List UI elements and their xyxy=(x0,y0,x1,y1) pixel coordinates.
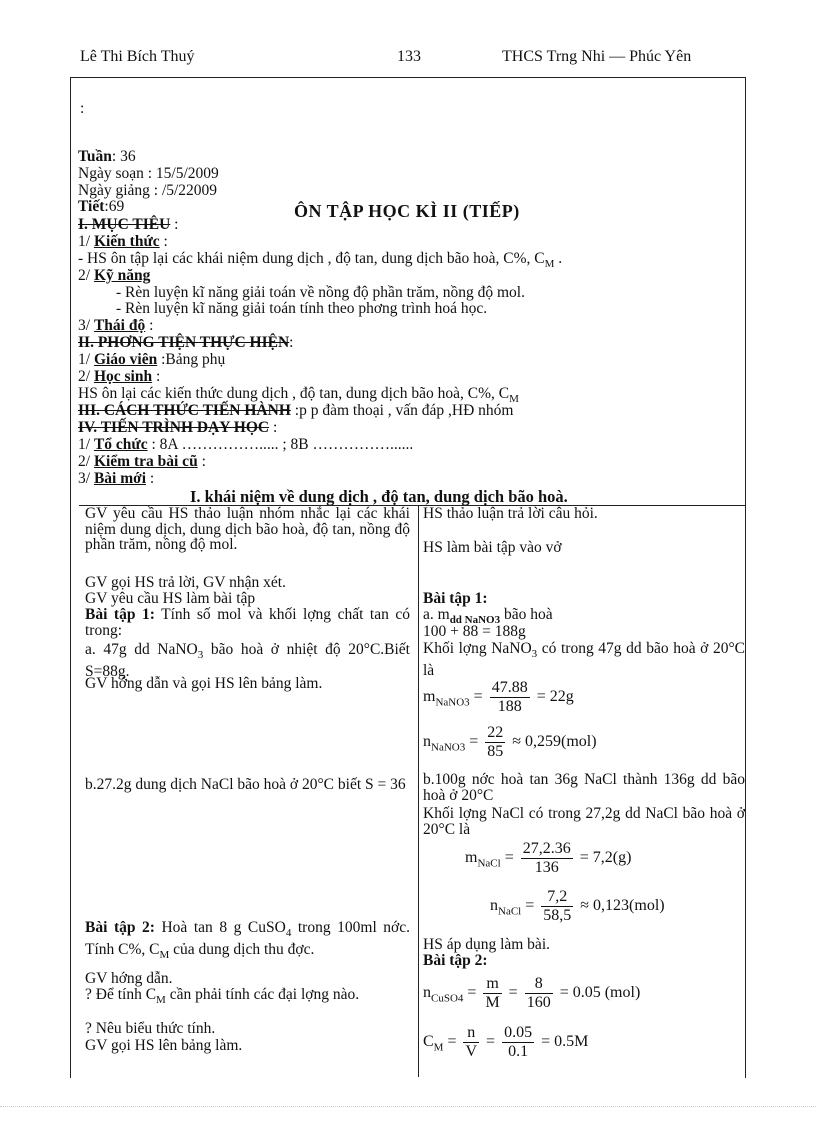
left-bt1-a: a. 47g dd NaNO$_3$ bão hoà ở nhiệt độ 20°C.Biết S=88g. xyxy=(85,641,410,680)
stray-colon: : xyxy=(80,100,85,117)
right-bt2-label: Bài tập 2: xyxy=(423,952,488,969)
hoc-sinh-heading: 2/ Học sinh : xyxy=(78,368,161,385)
left-gv-huong-dan-1: GV hớng dẫn và gọi HS lên bảng làm. xyxy=(85,675,323,692)
fraction: $\frac{n}{V}$ xyxy=(465,1024,478,1060)
right-bt1-label: Bài tập 1: xyxy=(423,590,488,607)
right-r2: HS làm bài tập vào vở xyxy=(423,539,562,556)
to-chuc-line: 1/ Tổ chức : 8A ……………..... ; 8B ……………...... xyxy=(78,436,414,453)
right-sum: 100 + 88 = 188g xyxy=(423,623,526,640)
right-b-text: b.100g nớc hoà tan 36g NaCl thành 136g dd bão hoà ở 20°C xyxy=(423,771,745,804)
tuan-line xyxy=(78,148,136,165)
left-bt2: Bài tập 2: Hoà tan 8 g CuSO$_4$ trong 100ml nớc. Tính C%, $C_M$ của dung dịch thu đợc. xyxy=(85,919,410,961)
fraction: $\frac{0.05}{0.1}$ xyxy=(504,1024,533,1060)
tiet-value: :69 xyxy=(104,198,125,215)
cach-thuc-line: III. CÁCH THỨC TIẾN HÀNH :p p đàm thoại , vấn đáp ,HĐ nhóm xyxy=(78,402,514,419)
giao-vien-line: 1/ Giáo viên :Bảng phụ xyxy=(78,351,226,368)
tien-trinh-heading: IV. TIẾN TRÌNH DẠY HỌC : xyxy=(78,419,278,436)
bai-moi-line: 3/ Bài mới : xyxy=(78,470,155,487)
header-school: THCS Trng Nhi — Phúc Yên xyxy=(502,48,692,65)
left-p2: GV gọi HS trả lời, GV nhận xét. xyxy=(85,574,286,591)
kien-thuc-heading: 1/ Kiến thức : xyxy=(78,233,168,250)
ngay-giang: Ngày giảng : /5/22009 xyxy=(78,182,218,199)
tuan-label: Tuần xyxy=(78,148,112,165)
phuong-tien-heading: II. PHƠNG TIỆN THỰC HIỆN: xyxy=(78,334,294,351)
page-bottom-rule xyxy=(0,1106,816,1107)
fraction: $\frac{8}{160}$ xyxy=(526,975,551,1011)
eq-mass-nacl: $m_{NaCl}$ = $\frac{27,2.36}{136}$ = 7,2(g) xyxy=(465,840,632,876)
right-b-kl: Khối lợng NaCl có trong 27,2g dd NaCl bão hoà ở 20°C là xyxy=(423,805,745,838)
ngay-soan: Ngày soạn : 15/5/2009 xyxy=(78,165,219,182)
header-author: Lê Thi Bích Thuý xyxy=(80,48,195,65)
left-p3: GV yêu cầu HS làm bài tập xyxy=(85,590,256,607)
fraction: $\frac{47.88}{188}$ xyxy=(491,679,528,715)
ky-nang-heading: 2/ Kỹ năng xyxy=(78,267,151,284)
kien-thuc-text: - HS ôn tập lại các khái niệm dung dịch , độ tan, dung dịch bão hoà, C%, $C_M$ . xyxy=(78,250,563,271)
eq-mol-nano3: $n_{NaNO3}$ = $\frac{22}{85}$ ≈ 0,259(mol) xyxy=(423,724,597,760)
ky-nang-item-1: - Rèn luyện kĩ năng giải toán về nồng độ phần trăm, nồng độ mol. xyxy=(116,284,525,301)
eq-mol-nacl: $n_{NaCl}$ = $\frac{7,2}{58,5}$ ≈ 0,123(mol) xyxy=(490,888,665,924)
fraction: $\frac{27,2.36}{136}$ xyxy=(522,840,571,876)
kiem-tra-line: 2/ Kiểm tra bài cũ : xyxy=(78,453,206,470)
tiet-line xyxy=(78,198,124,215)
hoc-sinh-text: HS ôn lại các kiến thức dung dịch , độ tan, dung dịch bão hoà, C%, $C_M$ xyxy=(78,385,519,406)
right-kl: Khối lợng NaNO$_3$ có trong 47g dd bão hoà ở 20°C là xyxy=(423,640,745,679)
left-q1: ? Để tính $C_M$ cần phải tính các đại lợng nào. xyxy=(85,986,360,1007)
left-gv-goi: GV gọi HS lên bảng làm. xyxy=(85,1037,243,1054)
table-divider xyxy=(418,505,419,1077)
page-title: ÔN TẬP HỌC KÌ II (TIẾP) xyxy=(294,201,520,221)
fraction: $\frac{7,2}{58,5}$ xyxy=(543,888,572,924)
left-q2: ? Nêu biểu thức tính. xyxy=(85,1020,216,1037)
muc-tieu-heading: I. MỤC TIÊU : xyxy=(78,216,179,233)
tiet-label: Tiết xyxy=(78,198,105,215)
ky-nang-item-2: - Rèn luyện kĩ năng giải toán tính theo phơng trình hoá học. xyxy=(116,300,488,317)
eq-mass-nano3: $m_{NaNO3}$ = $\frac{47.88}{188}$ = 22g xyxy=(423,679,574,715)
fraction: $\frac{22}{85}$ xyxy=(487,724,504,760)
fraction: $\frac{m}{M}$ xyxy=(485,975,500,1011)
left-p1: GV yêu cầu HS thảo luận nhóm nhắc lại các khái niệm dung dịch, dung dịch bão hoà, độ tan, nồng độ phần trăm, nồng độ mol. xyxy=(85,505,410,553)
tuan-value: : 36 xyxy=(111,148,136,165)
left-bt1-b: b.27.2g dung dịch NaCl bão hoà ở 20°C biết S = 36 xyxy=(85,776,406,793)
right-a-line: a. $m_{dd NaNO3}$ bão hoà xyxy=(423,606,553,627)
left-gv-huong-dan-2: GV hớng dẫn. xyxy=(85,970,173,987)
eq-mol-cuso4: $n_{CuSO4}$ = $\frac{m}{M}$ = $\frac{8}{160}$ = 0.05 (mol) xyxy=(423,975,641,1011)
section-heading: I. khái niệm về dung dịch , độ tan, dung dịch bão hoà. xyxy=(190,487,568,506)
left-bt1: Bài tập 1: Tính số mol và khối lợng chất tan có trong: xyxy=(85,606,410,639)
thai-do-heading: 3/ Thái độ : xyxy=(78,317,154,334)
right-hs-ap-dung: HS áp dụng làm bài. xyxy=(423,936,550,953)
header-page-number: 133 xyxy=(397,48,421,65)
eq-molarity: $C_M$ = $\frac{n}{V}$ = $\frac{0.05}{0.1}$ = 0.5M xyxy=(423,1024,589,1060)
right-r1: HS thảo luận trả lời câu hỏi. xyxy=(423,505,598,522)
